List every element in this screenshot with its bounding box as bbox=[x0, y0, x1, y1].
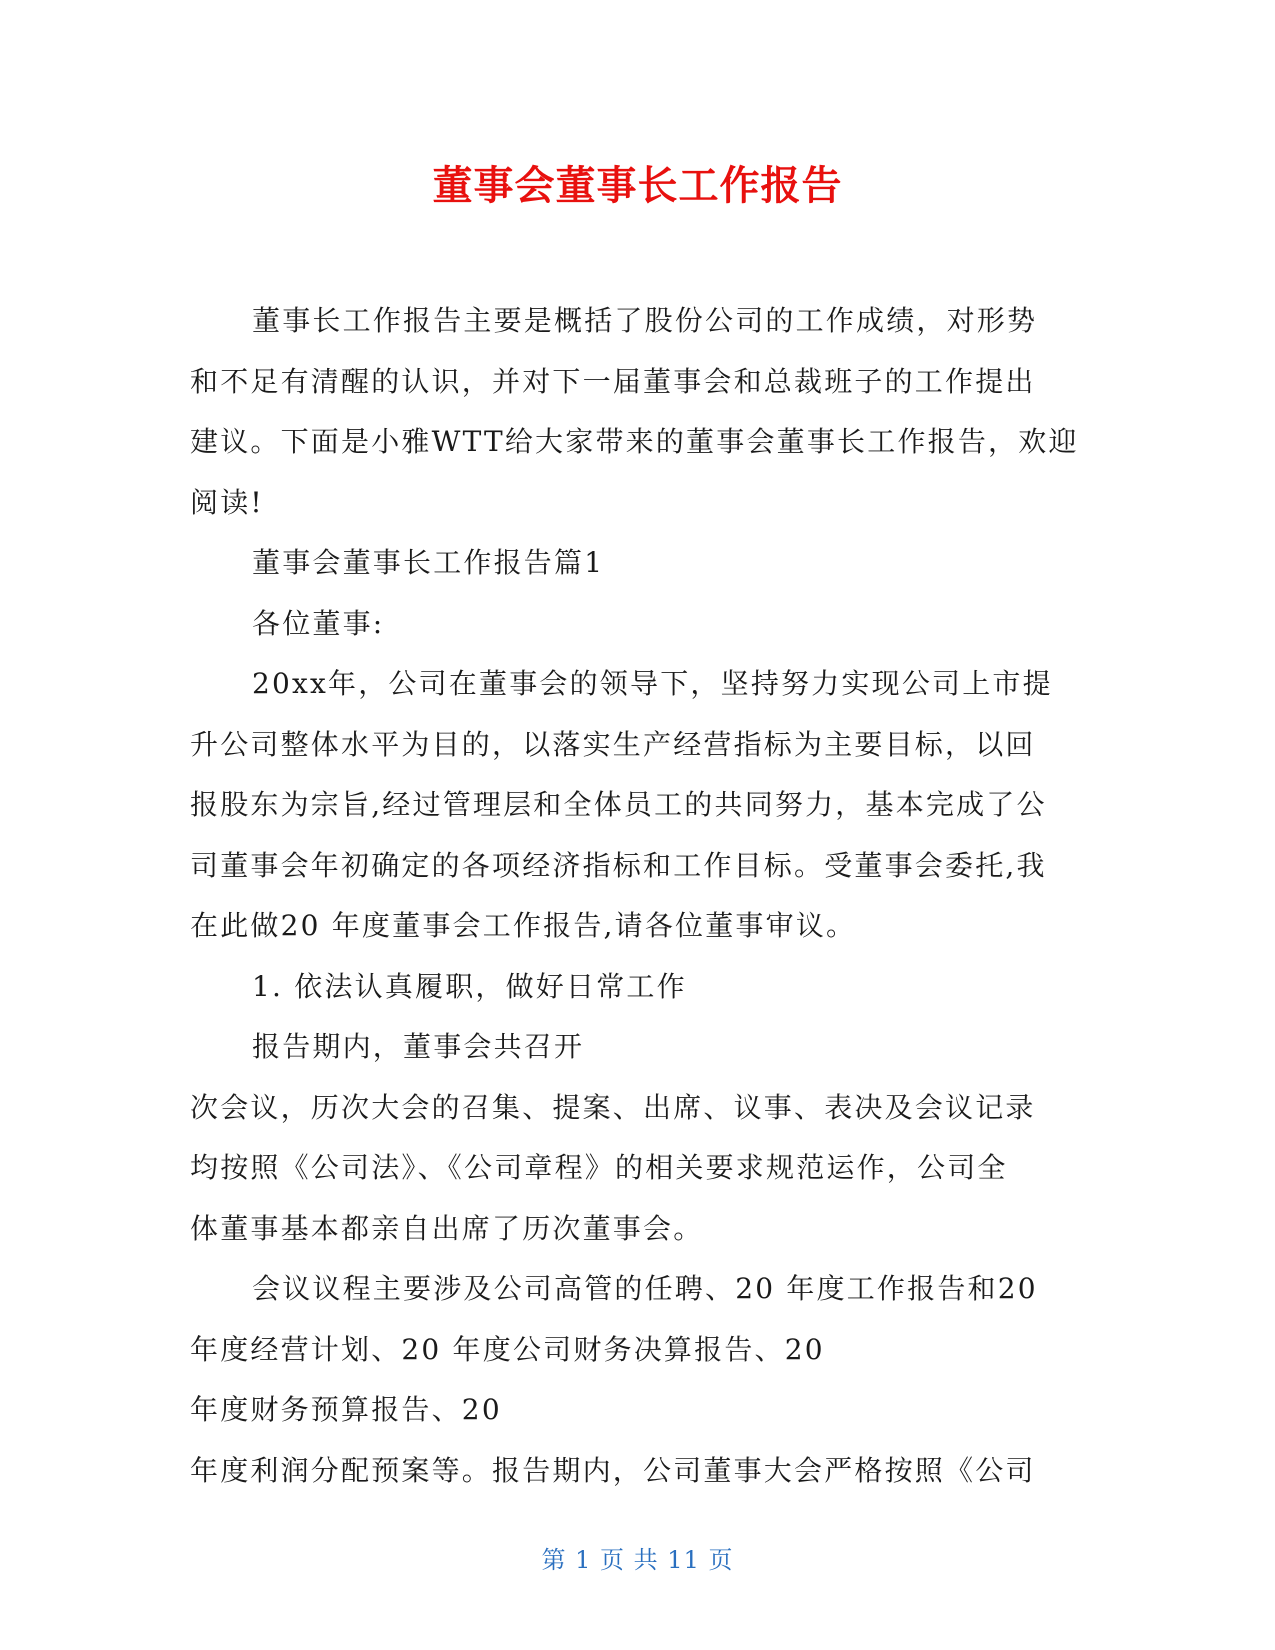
body-line: 年度利润分配预案等。报告期内，公司董事大会严格按照《公司 bbox=[190, 1453, 1036, 1487]
document-body bbox=[190, 291, 1079, 1501]
body-line: 升公司整体水平为目的，以落实生产经营指标为主要目标，以回 bbox=[190, 727, 1036, 761]
subsection-heading: 1. 依法认真履职，做好日常工作 bbox=[252, 969, 687, 1003]
body-line: 均按照《公司法》、《公司章程》的相关要求规范运作，公司全 bbox=[190, 1151, 1008, 1184]
salutation: 各位董事: bbox=[252, 606, 385, 640]
section-heading: 董事会董事长工作报告篇1 bbox=[252, 546, 605, 579]
body-line: 20xx年，公司在董事会的领导下，坚持努力实现公司上市提 bbox=[252, 667, 1053, 700]
body-line: 体董事基本都亲自出席了历次董事会。 bbox=[190, 1211, 704, 1245]
body-line: 年度经营计划、20 年度公司财务决算报告、20 bbox=[190, 1332, 825, 1366]
body-line: 司董事会年初确定的各项经济指标和工作目标。受董事会委托,我 bbox=[190, 848, 1047, 882]
body-line: 建议。下面是小雅WTT给大家带来的董事会董事长工作报告，欢迎 bbox=[190, 425, 1079, 458]
body-line: 在此做20 年度董事会工作报告,请各位董事审议。 bbox=[190, 909, 857, 942]
body-line: 阅读! bbox=[190, 485, 264, 519]
body-line: 年度财务预算报告、20 bbox=[190, 1393, 502, 1426]
body-line: 报股东为宗旨,经过管理层和全体员工的共同努力，基本完成了公 bbox=[190, 788, 1047, 821]
document-title: 董事会董事长工作报告 bbox=[432, 163, 843, 209]
body-line: 会议议程主要涉及公司高管的任聘、20 年度工作报告和20 bbox=[252, 1272, 1038, 1305]
page-number: 第 1 页 共 11 页 bbox=[541, 1546, 734, 1574]
body-line: 董事长工作报告主要是概括了股份公司的工作成绩，对形势 bbox=[252, 304, 1038, 337]
body-line: 和不足有清醒的认识，并对下一届董事会和总裁班子的工作提出 bbox=[190, 364, 1036, 398]
body-line: 次会议，历次大会的召集、提案、出席、议事、表决及会议记录 bbox=[190, 1090, 1036, 1124]
body-line: 报告期内，董事会共召开 bbox=[252, 1030, 585, 1063]
